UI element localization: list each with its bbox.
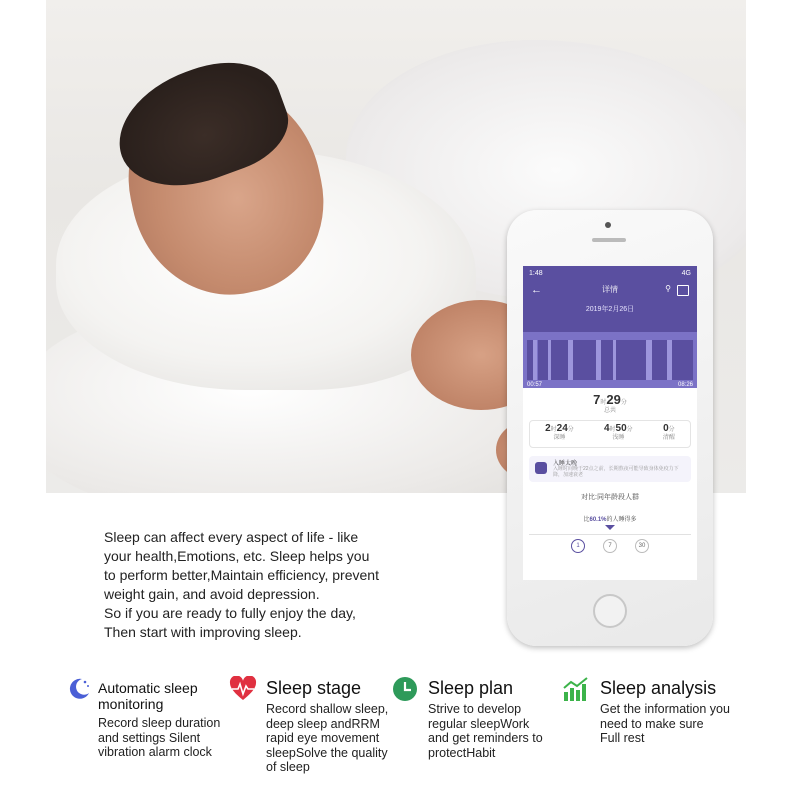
sleep-stage-chart (523, 332, 697, 388)
feature-title: Sleep plan (428, 678, 514, 698)
bed-icon (535, 462, 547, 474)
feature-title: Sleep analysis (600, 678, 717, 698)
phone-mockup (507, 210, 713, 646)
period-week[interactable]: 7 (603, 539, 617, 553)
total-hours: 7 (593, 392, 601, 407)
total-minutes: 29 (606, 392, 621, 407)
status-time: 1:48 (529, 269, 543, 277)
sleep-segment-deep (538, 340, 549, 380)
period-day[interactable]: 1 (571, 539, 585, 553)
divider (529, 534, 691, 535)
sleep-segment-deep (672, 340, 693, 380)
feature-title: Automatic sleep (98, 680, 198, 696)
chart-growth-icon (562, 676, 590, 702)
tip-description: 入睡时间晚于22点之前，长期熬夜可能导致身体免疫力下降，加速衰老 (553, 466, 679, 478)
sleep-segment-deep (573, 340, 596, 380)
intro-paragraph (104, 528, 434, 642)
minutes-unit: 分 (620, 400, 627, 406)
phone-screen (523, 266, 697, 580)
status-network: 4G (681, 269, 691, 277)
paragraph-line: Then start with improving sleep. (104, 624, 302, 640)
paragraph-line: Sleep can affect every aspect of life - like (104, 529, 359, 545)
sleep-segment-deep (551, 340, 568, 380)
sleep-segment-deep (601, 340, 614, 380)
period-month[interactable]: 30 (635, 539, 649, 553)
paragraph-line: So if you are ready to fully enjoy the day, (104, 605, 356, 621)
compare-title: 对比:同年龄段人群 (581, 494, 639, 501)
hours-unit: 时 (600, 400, 607, 406)
feature-title: Sleep stage (266, 678, 362, 698)
feature-desc: Get the information you need to make sure Full rest (600, 702, 730, 745)
app-header (523, 280, 697, 332)
compare-percent: 比60.1%的人睡得多 (583, 517, 637, 523)
total-label: 总共 (603, 408, 616, 414)
home-button[interactable] (593, 594, 627, 628)
stat-deep: 2时24分 深睡 (545, 423, 574, 441)
feature-desc: Record shallow sleep, deep sleep andRRM rapid eye movement sleepSolve the quality of sleep (266, 702, 389, 774)
calendar-icon[interactable] (677, 285, 689, 296)
screen-title: 详情 (602, 285, 618, 294)
sleep-date: 2019年2月26日 (585, 306, 635, 313)
stat-awake: 0分 清醒 (662, 423, 675, 441)
share-icon[interactable]: ⚲ (665, 284, 671, 293)
paragraph-line: your health,Emotions, etc. Sleep helps you (104, 548, 370, 564)
heart-pulse-icon (228, 676, 258, 702)
sleep-tip-card[interactable] (529, 456, 691, 482)
back-arrow-icon[interactable]: ← (531, 284, 542, 296)
period-selector (523, 539, 697, 553)
paragraph-line: weight gain, and avoid depression. (104, 586, 320, 602)
chart-start-time: 00:57 (527, 382, 543, 388)
front-camera (605, 222, 611, 228)
feature-desc: Strive to develop regular sleepWork and get reminders to protectHabit (428, 702, 543, 760)
feature-desc: Record sleep duration and settings Silent vibration alarm clock (98, 716, 221, 759)
sleep-segment-deep (652, 340, 667, 380)
paragraph-line: to perform better,Maintain efficiency, prevent (104, 567, 379, 583)
speaker-grille (592, 238, 626, 242)
compare-marker (605, 525, 615, 530)
feature-title-line2: monitoring (98, 696, 164, 712)
moon-icon (66, 676, 92, 702)
tip-title: 入睡太晚 (553, 461, 578, 467)
status-bar (523, 266, 697, 280)
stat-light: 4时50分 浅睡 (603, 423, 633, 441)
sleep-stats (529, 420, 691, 448)
sleep-segment-deep (616, 340, 645, 380)
clock-icon (392, 676, 418, 702)
chart-end-time: 08:26 (677, 382, 693, 388)
